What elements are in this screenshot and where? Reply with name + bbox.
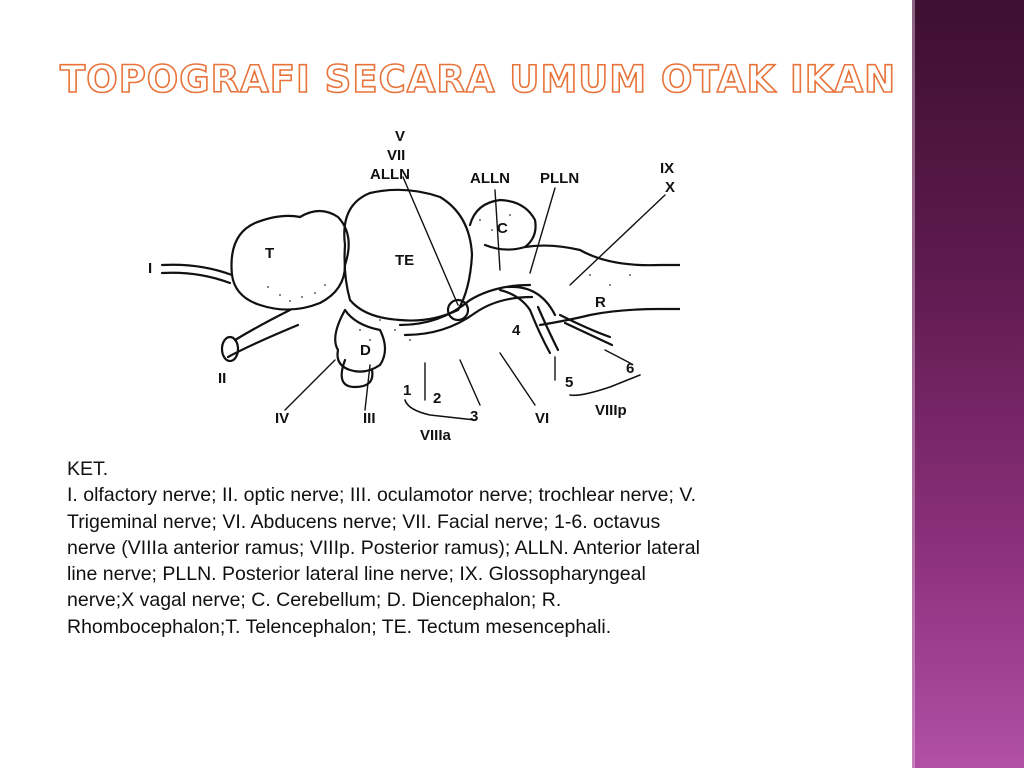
label-X: X [665,179,676,196]
label-1: 1 [403,382,412,399]
label-V: V [395,128,406,145]
label-VI: VI [535,410,550,427]
label-IX: IX [660,160,675,177]
label-T: T [265,245,275,262]
caption-block [67,456,907,640]
olfactory-nerve [162,265,232,283]
label-ALLN-right: ALLN [470,170,510,187]
label-TE: TE [395,252,415,269]
label-D: D [360,342,371,359]
label-3: 3 [470,408,479,425]
caption-line: I. olfactory nerve; II. optic nerve; III. oculamotor nerve; trochlear nerve; V. [67,484,696,507]
caption-line: Rhombocephalon;T. Telencephalon; TE. Tectum mesencephali. [67,615,612,638]
label-4: 4 [512,322,521,339]
label-VII: VII [387,147,406,164]
slide-title: TOPOGRAFI SECARA UMUM OTAK IKAN [60,58,897,101]
caption-heading: KET. [67,458,109,480]
rhombencephalon-outline [525,246,680,325]
caption-line: nerve (VIIIa anterior ramus; VIIIp. Posterior ramus); ALLN. Anterior lateral [67,536,700,559]
label-2: 2 [433,390,442,407]
decorative-sidebar [912,0,1024,768]
caption-line: Trigeminal nerve; VI. Abducens nerve; VII. Facial nerve; 1-6. octavus [67,510,661,533]
label-II: II [218,370,227,387]
diencephalon-outline [335,310,385,372]
bracket-VIIIp [570,375,640,395]
telencephalon-outline [231,211,348,310]
label-C: C [497,220,508,237]
caption-line: line nerve; PLLN. Posterior lateral line nerve; IX. Glossopharyngeal [67,563,646,586]
label-ALLN-left: ALLN [370,166,410,183]
label-IV: IV [275,410,290,427]
caption-line: nerve;X vagal nerve; C. Cerebellum; D. Diencephalon; R. [67,589,562,612]
posterior-ramus-nerve [560,315,612,345]
label-PLLN: PLLN [540,170,580,187]
label-6: 6 [626,360,635,377]
sidebar-edge-divider [912,0,915,768]
optic-nerve-end [222,337,238,361]
octavus-nerve-4 [500,287,555,315]
label-I: I [148,260,153,277]
fish-brain-diagram [140,125,680,445]
label-VIIIp: VIIIp [595,402,627,419]
label-III: III [363,410,376,427]
label-R: R [595,294,606,311]
label-5: 5 [565,374,574,391]
label-VIIIa: VIIIa [420,427,451,444]
